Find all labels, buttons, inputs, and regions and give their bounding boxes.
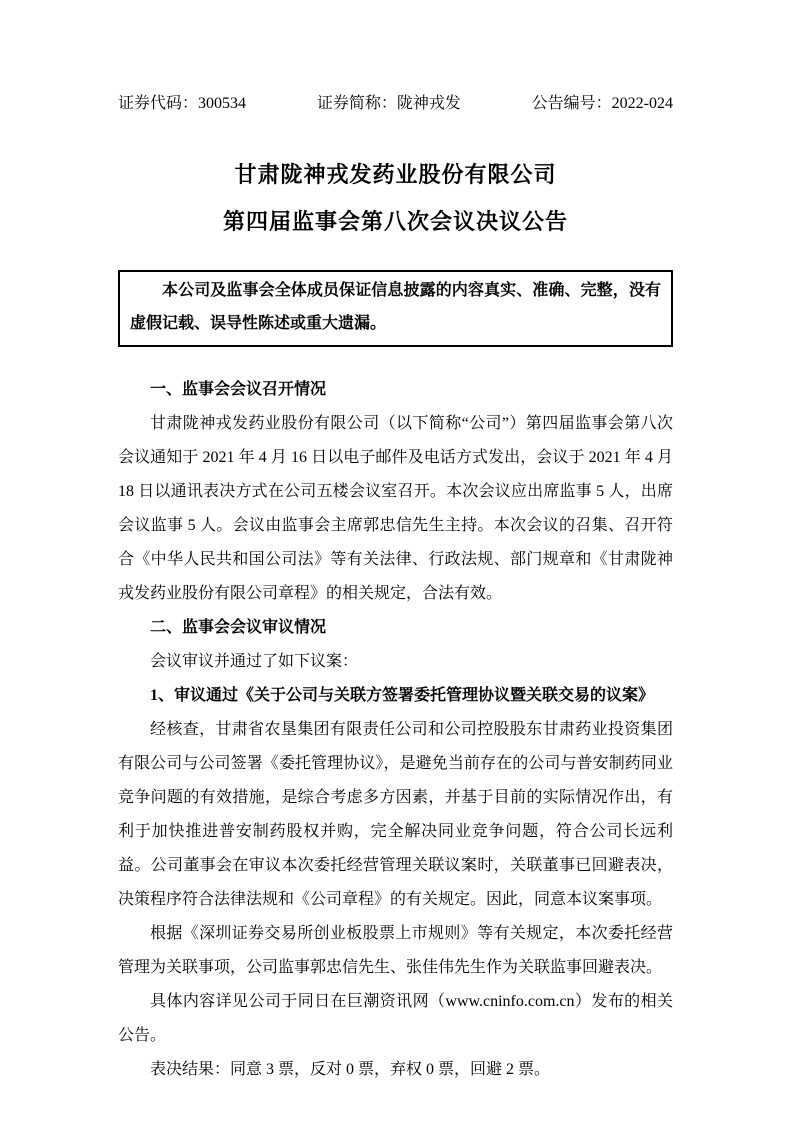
paragraph-deliberation-intro: 会议审议并通过了如下议案： [150,653,359,670]
stock-code: 证券代码：300534 [118,95,247,112]
disclaimer-box [118,270,673,347]
paragraph-meeting-convening-details: 甘肃陇神戎发药业股份有限公司（以下简称“公司”）第四届监事会第八次会议通知于 2021 年 4 月 16 日以电子邮件及电话方式发出，会议于 2021 年 4 月 18 日以通讯表决方式在公司五楼会议室召开。本次会议应出席监事 5 人，出席会议监事 5 人。会议由监事会主席郭忠信先生主持。本次会议的召集、召开符合《中华人民共和国公司法》等有关法律、行政法规、部门规章和《甘肃陇神戎发药业股份有限公司章程》的相关规定，合法有效。 [118,415,673,602]
section-heading-meeting-convening: 一、监事会会议召开情况 [150,381,327,398]
company-name-title-line: 甘肃陇神戎发药业股份有限公司 [234,162,557,187]
stock-short-name: 证券简称：陇神戎发 [316,95,461,112]
disclaimer-text: 本公司及监事会全体成员保证信息披露的内容真实、准确、完整，没有虚假记载、误导性陈述或重大遗漏。 [130,282,661,332]
paragraph-voting-result: 表决结果：同意 3 票，反对 0 票，弃权 0 票，回避 2 票。 [150,1061,551,1078]
paragraph-announcement-reference: 具体内容详见公司于同日在巨潮资讯网（www.cninfo.com.cn）发布的相关公告。 [118,993,673,1044]
announcement-number: 公告编号：2022-024 [531,95,673,112]
document-body [118,373,673,1087]
paragraph-proposal-review-details: 经核查，甘肃省农垦集团有限责任公司和公司控股股东甘肃药业投资集团有限公司与公司签署《委托管理协议》，是避免当前存在的公司与普安制药同业竞争问题的有效措施，是综合考虑多方因素，并基于目前的实际情况作出，有利于加快推进普安制药股权并购，完全解决同业竞争问题，符合公司长远利益。公司董事会在审议本次委托经营管理关联议案时，关联董事已回避表决，决策程序符合法律法规和《公司章程》的有关规定。因此，同意本议案事项。 [118,721,673,908]
meeting-resolution-title-line: 第四届监事会第八次会议决议公告 [222,209,568,234]
paragraph-related-supervisors-abstention: 根据《深圳证券交易所创业板股票上市规则》等有关规定，本次委托经营管理为关联事项，公司监事郭忠信先生、张佳伟先生作为关联监事回避表决。 [118,925,673,976]
proposal-heading-entrusted-management: 1、审议通过《关于公司与关联方签署委托管理协议暨关联交易的议案》 [150,687,655,704]
document-title [118,151,673,245]
document-header [118,93,673,115]
section-heading-meeting-deliberation: 二、监事会会议审议情况 [150,619,327,636]
